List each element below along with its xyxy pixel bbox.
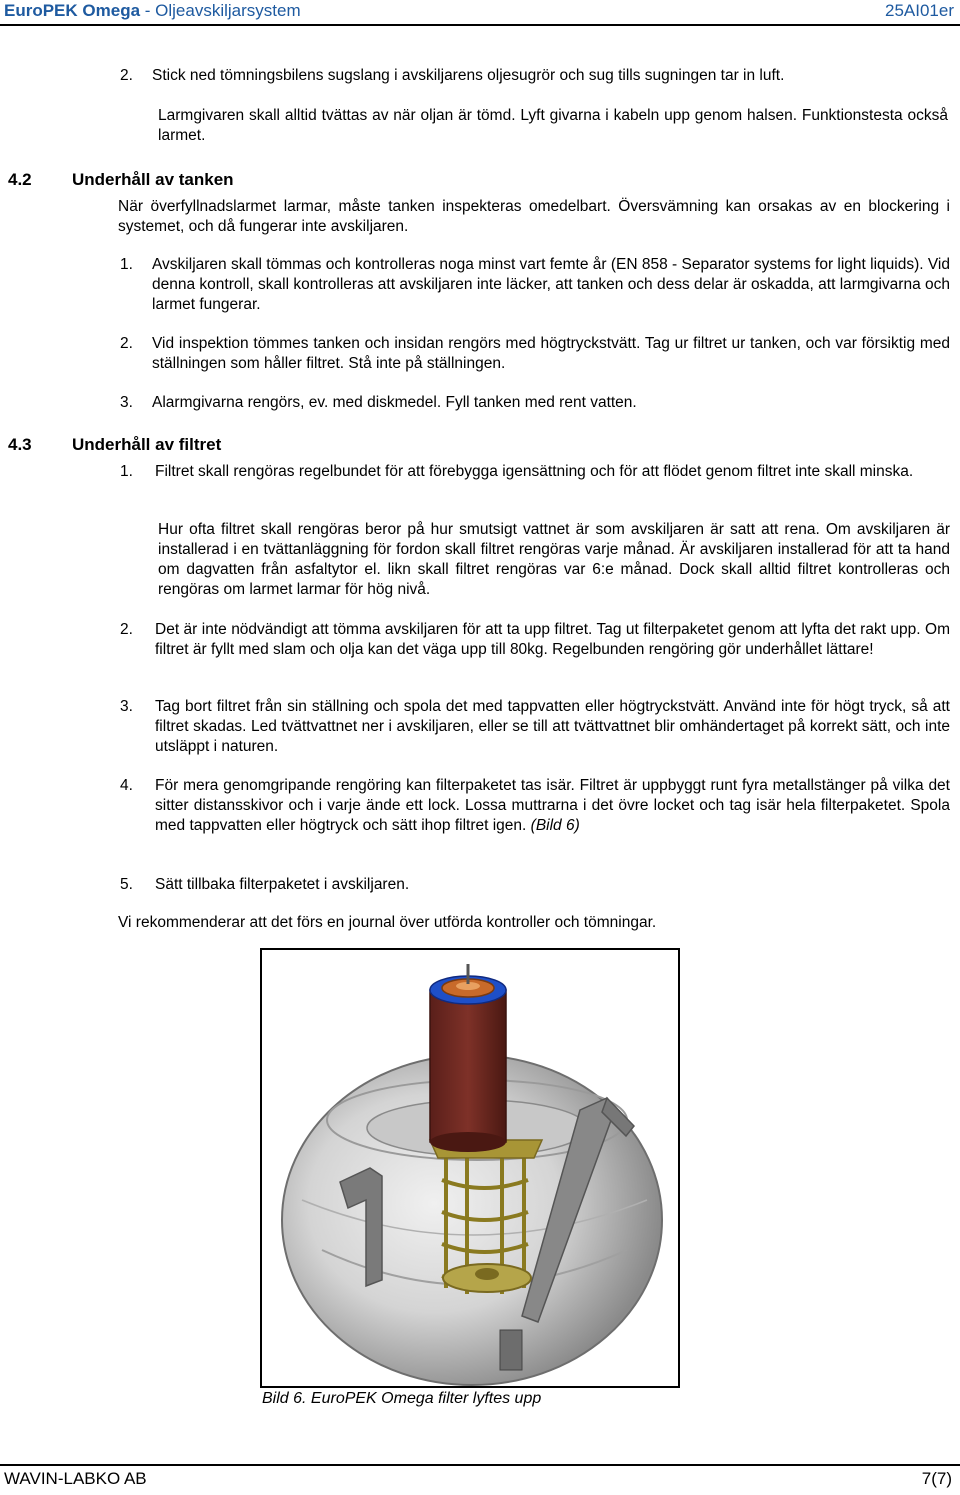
page-header [0,0,960,26]
step-text: Alarmgivarna rengörs, ev. med diskmedel. Fyll tanken med rent vatten. [152,394,637,411]
frequency-note: Hur ofta filtret skall rengöras beror på hur smutsigt vattnet är som avskiljaren är satt att rena. Om avskiljaren är installerad i en tvättanläggning för fordon skall filtret rengöras varje månad. Är avskiljaren installerad för att ta hand om dagvatten från asfaltytor el. likn skall filtret rengöras var 6:e månad. Dock skall alltid filtret kontrolleras och rengöras om larmet larmar för hög nivå. [158,521,950,598]
section-number: 4.2 [8,170,32,189]
footer-company: WAVIN-LABKO AB [4,1469,147,1488]
step-number: 2. [120,335,133,352]
section-number: 4.3 [8,435,32,454]
step-number: 3. [120,394,133,411]
step-text: Vid inspektion tömmes tanken och insidan rengörs med högtryckstvätt. Tag ur filtret ur tanken, och var försiktig med ställningen som håller filtret. Stå inte på ställningen. [152,335,950,372]
step-number: 2. [120,67,133,84]
document-code: 25AI01er [885,1,954,20]
alarm-note: Larmgivaren skall alltid tvättas av när oljan är tömd. Lyft givarna i kabeln upp genom halsen. Funktionstesta också larmet. [158,107,948,144]
section-intro: När överfyllnadslarmet larmar, måste tanken inspekteras omedelbart. Översvämning kan orsakas av en blockering i systemet, och då fungerar inte avskiljaren. [118,198,950,235]
step-text: Avskiljaren skall tömmas och kontrolleras noga minst vart femte år (EN 858 - Separator systems for light liquids). Vid denna kontroll, skall kontrolleras att avskiljaren inte läcker, att tanken och dess delar är oskadda, att larmgivarna och larmet fungerar. [152,256,950,313]
section-heading: Underhåll av tanken [72,170,234,189]
step-text: Sätt tillbaka filterpaketet i avskiljaren. [155,876,410,893]
figure-caption: Bild 6. EuroPEK Omega filter lyftes upp [262,1390,542,1407]
step-text: Stick ned tömningsbilens sugslang i avskiljarens oljesugrör och sug tills sugningen tar in luft. [152,67,785,84]
page-number: 7(7) [921,1469,952,1488]
step-text: Filtret skall rengöras regelbundet för att förebygga igensättning och för att flödet genom filtret inte skall minska. [155,463,914,480]
step-number: 2. [120,621,133,638]
document-title: EuroPEK Omega - Oljeavskiljarsystem [4,1,301,20]
separator-tank-illustration [262,950,678,1386]
footer-rule [0,1464,960,1466]
step-number: 4. [120,777,133,794]
step-number: 1. [120,256,133,273]
closing-recommendation: Vi rekommenderar att det förs en journal över utförda kontroller och tömningar. [118,914,657,931]
filter-cylinder [430,990,506,1142]
step-text: Det är inte nödvändigt att tömma avskiljaren för att ta upp filtret. Tag ut filterpaketet genom att lyfta det rakt upp. Om filtret är fyllt med slam och olja kan det väga upp till 80kg. Regelbunden rengöring gör underhållet lättare! [155,621,950,658]
step-number: 5. [120,876,133,893]
figure-reference: (Bild 6) [530,817,580,834]
step-text: Tag bort filtret från sin ställning och spola det med tappvatten eller högtryckstvätt. Använd inte för högt tryck, så att filtret skadas. Led tvättvattnet ner i avskiljaren, eller se till att tvättvattnet blir omhändertaget på korrekt sätt, och inte utsläppt i naturen. [155,698,950,755]
step-number: 3. [120,698,133,715]
section-heading: Underhåll av filtret [72,435,222,454]
step-number: 1. [120,463,133,480]
step-text: För mera genomgripande rengöring kan filterpaketet tas isär. Filtret är uppbyggt runt fyra metallstänger på vilka det sitter distansskivor och i varje ände ett lock. Lossa muttrarna i det övre locket och tag isär hela filterpaketet. Spola med tappvatten eller högtryck och sätt ihop filtret igen. (Bild 6) [155,777,950,834]
filter-illustration [260,948,680,1388]
